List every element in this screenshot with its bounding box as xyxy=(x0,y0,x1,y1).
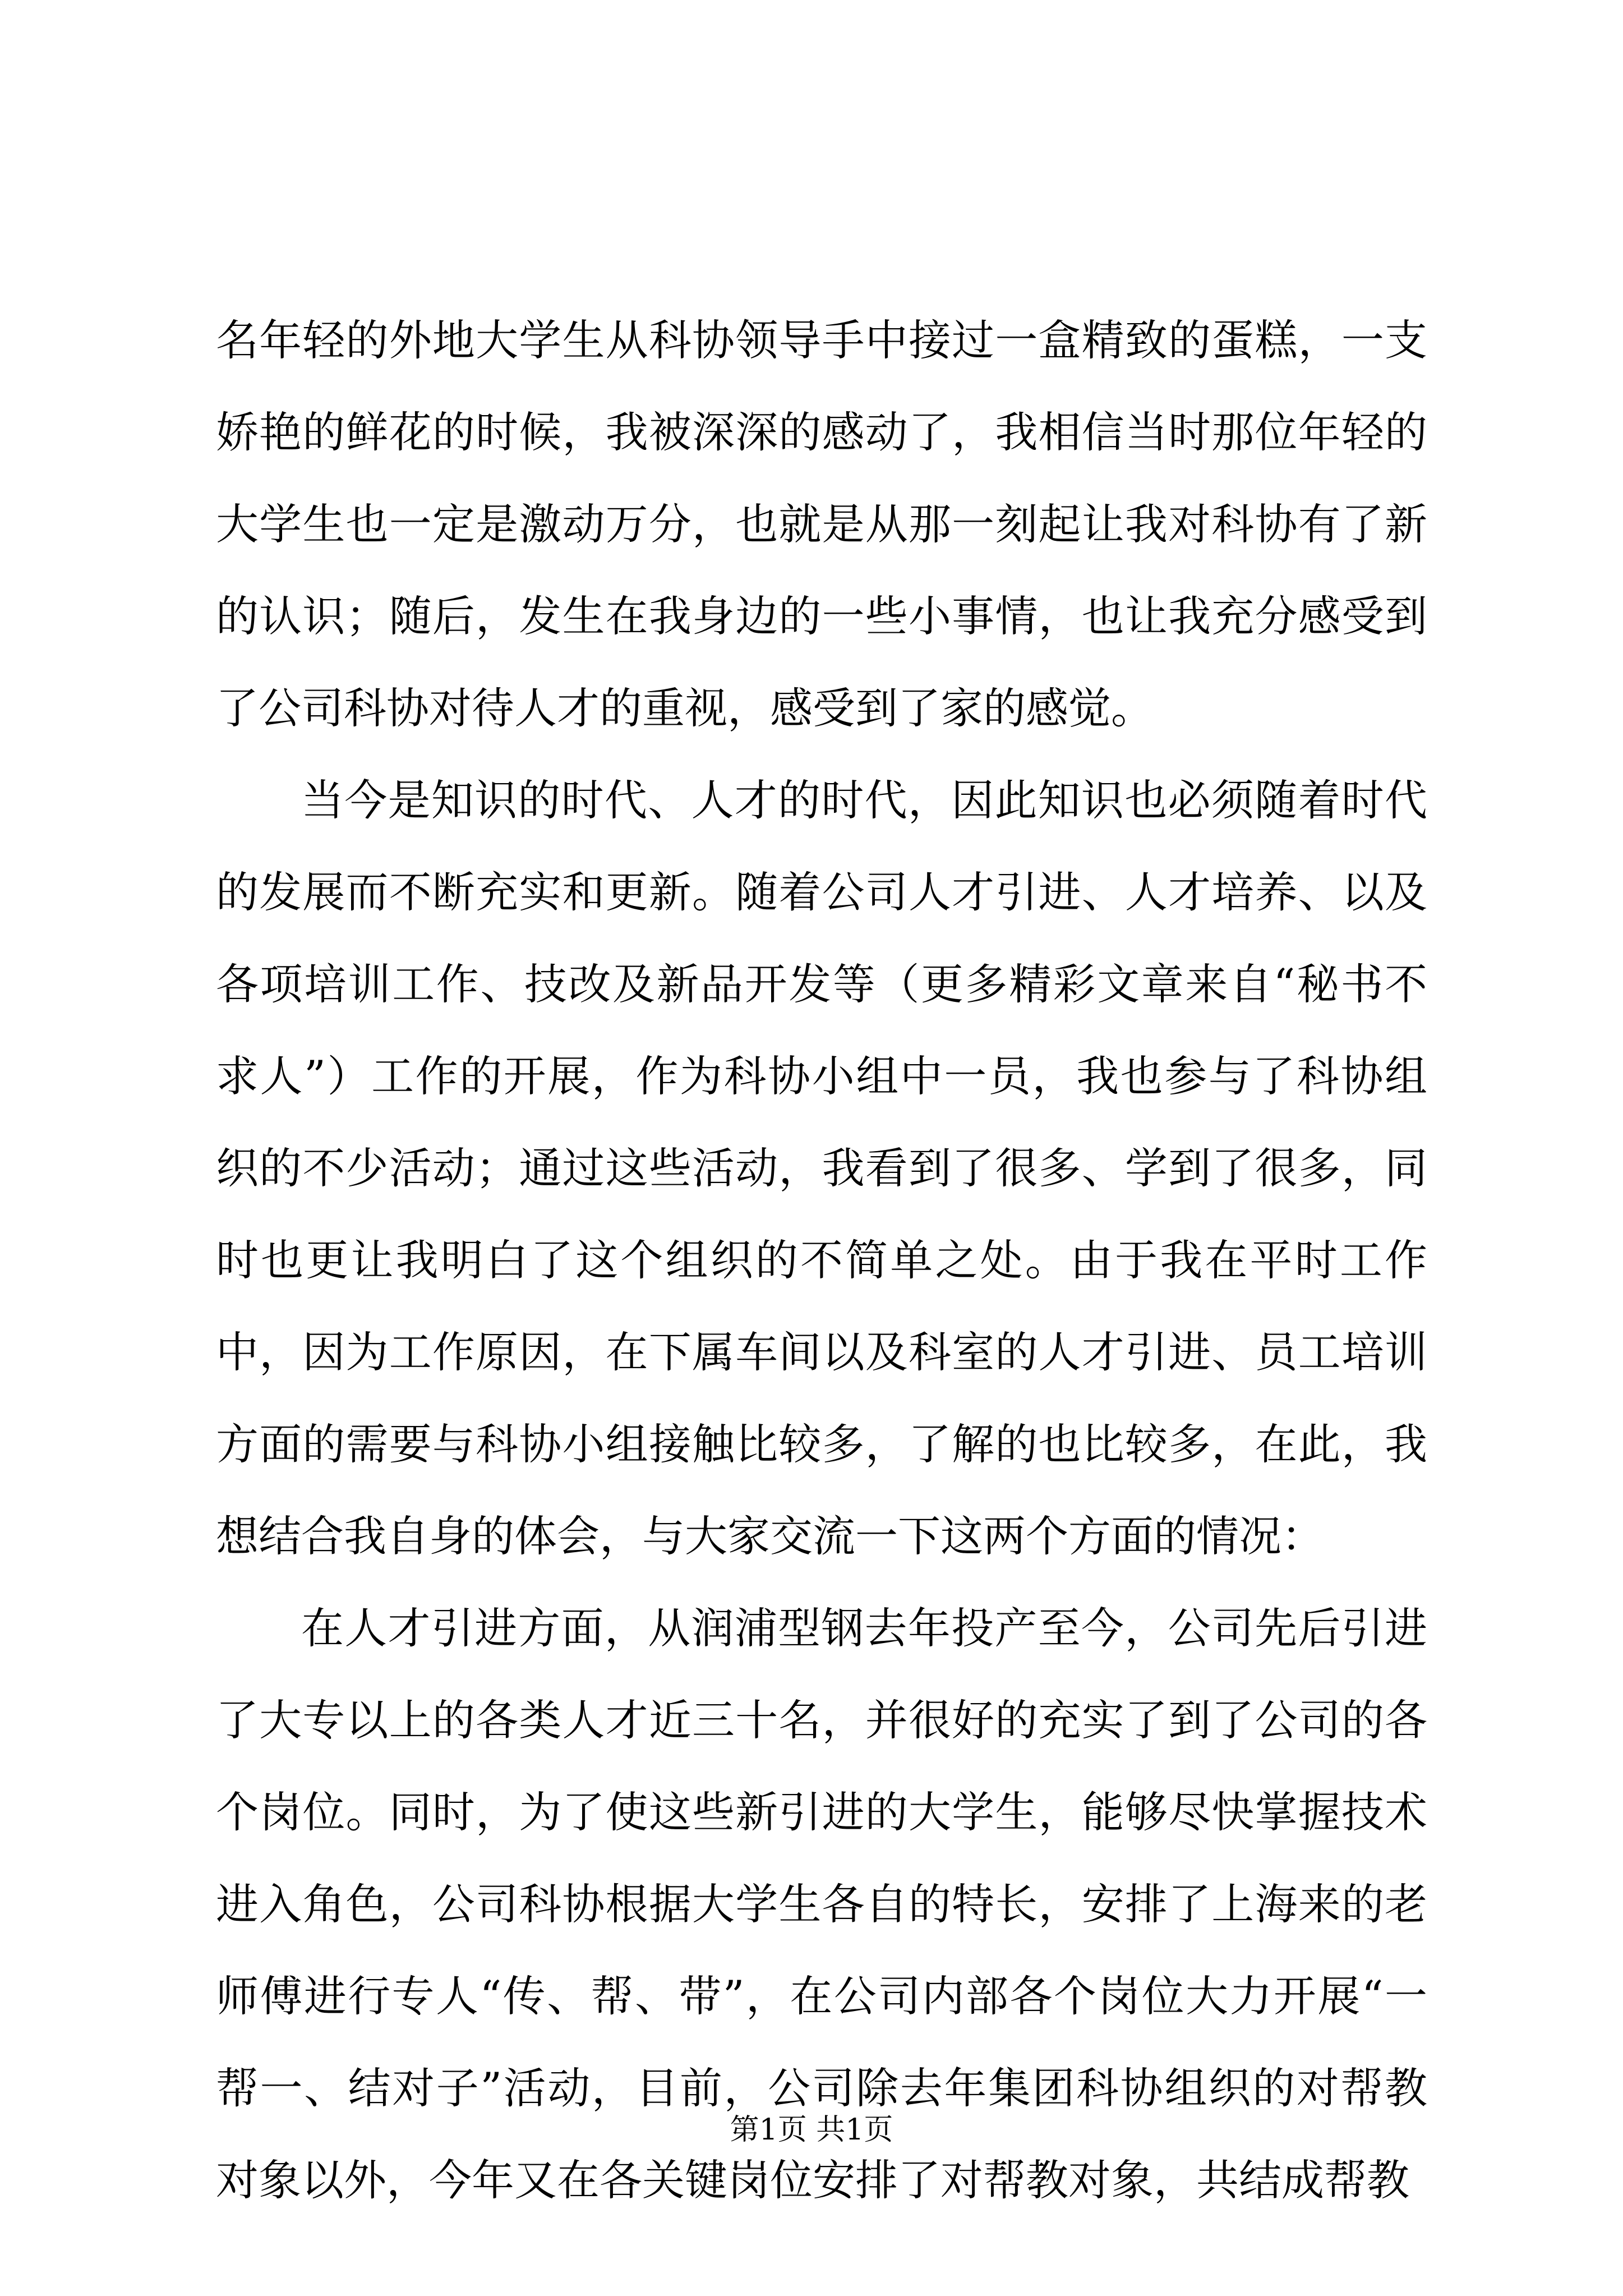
page-footer: 第1页 共1页 xyxy=(730,2113,893,2147)
document-body xyxy=(216,295,1427,2226)
paragraph-1: 名年轻的外地大学生从科协领导手中接过一盒精致的蛋糕，一支娇艳的鲜花的时候，我被深深的感动了，我相信当时那位年轻的大学生也一定是激动万分，也就是从那一刻起让我对科协有了新的认识；随后，发生在我身边的一些小事情，也让我充分感受到了公司科协对待人才的重视，感受到了家的感觉。 xyxy=(216,315,1427,733)
paragraph-3: 在人才引进方面，从润浦型钢去年投产至今，公司先后引进了大专以上的各类人才近三十名，并很好的充实了到了公司的各个岗位。同时，为了使这些新引进的大学生，能够尽快掌握技术进入角色，公司科协根据大学生各自的特长，安排了上海来的老师傅进行专人“传、帮、带”，在公司内部各个岗位大力开展“一帮一、结对子”活动，目前，公司除去年集团科协组织的对帮教对象以外，今年又在各关键岗位安排了对帮教对象，共结成帮教 xyxy=(216,1603,1427,2205)
paragraph-2: 当今是知识的时代、人才的时代，因此知识也必须随着时代的发展而不断充实和更新。随着公司人才引进、人才培养、以及各项培训工作、技改及新品开发等（更多精彩文章来自“秘书不求人”）工作的开展，作为科协小组中一员，我也参与了科协组织的不少活动；通过这些活动，我看到了很多、学到了很多，同时也更让我明白了这个组织的不简单之处。由于我在平时工作中，因为工作原因，在下属车间以及科室的人才引进、员工培训方面的需要与科协小组接触比较多，了解的也比较多，在此，我想结合我自身的体会，与大家交流一下这两个方面的情况： xyxy=(216,775,1427,1561)
